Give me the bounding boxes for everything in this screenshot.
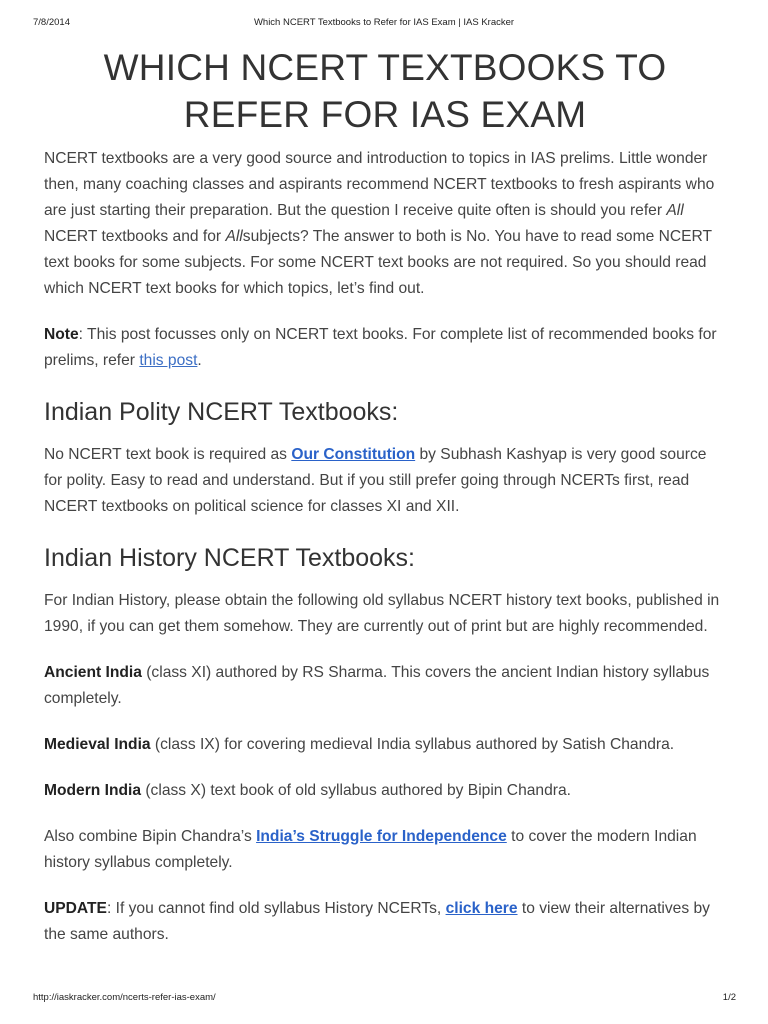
polity-paragraph xyxy=(44,442,726,520)
print-date: 7/8/2014 xyxy=(33,17,70,28)
modern-india-paragraph xyxy=(44,778,726,804)
polity-heading: Indian Polity NCERT Textbooks: xyxy=(44,398,399,426)
polity-text-1: No NCERT text book is required as xyxy=(44,446,292,463)
print-header xyxy=(0,17,768,31)
intro-emphasis-1: All xyxy=(666,202,684,219)
polity-text-2: by Subhash Kashyap is very good source for polity. Easy to read and understand. But if you still prefer going through NCERTs first, read NCERT textbooks on political science for classes XI and XII. xyxy=(44,446,707,515)
intro-paragraph xyxy=(44,146,726,302)
update-text-1: : If you cannot find old syllabus History NCERTs, xyxy=(106,900,446,917)
ancient-india-paragraph xyxy=(44,660,726,712)
indias-struggle-link[interactable]: India’s Struggle for Independence xyxy=(256,828,507,845)
modern-india-label: Modern India xyxy=(44,782,142,799)
ancient-india-text: (class XI) authored by RS Sharma. This covers the ancient Indian history syllabus completely. xyxy=(44,664,710,707)
combine-text-1: Also combine Bipin Chandra’s xyxy=(44,828,257,845)
page-number: 1/2 xyxy=(722,992,736,1003)
medieval-india-paragraph xyxy=(44,732,726,758)
this-post-link[interactable]: this post xyxy=(139,352,198,369)
print-page-title: Which NCERT Textbooks to Refer for IAS Exam | IAS Kracker xyxy=(253,17,515,28)
article xyxy=(44,44,726,948)
history-heading: Indian History NCERT Textbooks: xyxy=(44,544,415,572)
note-text: : This post focusses only on NCERT text books. For complete list of recommended books for prelims, refer xyxy=(44,326,717,369)
update-paragraph xyxy=(44,896,726,948)
note-end: . xyxy=(197,352,202,369)
modern-india-text: (class X) text book of old syllabus authored by Bipin Chandra. xyxy=(141,782,571,799)
ancient-india-label: Ancient India xyxy=(44,664,142,681)
medieval-india-label: Medieval India xyxy=(44,736,151,753)
combine-paragraph xyxy=(44,824,726,876)
history-intro-paragraph: For Indian History, please obtain the following old syllabus NCERT history text books, published in 1990, if you can get them somehow. They are currently out of print but are highly recommended. xyxy=(44,592,720,635)
print-footer xyxy=(0,992,768,1006)
combine-text-2: to cover the modern Indian history syllabus completely. xyxy=(44,828,697,871)
print-url: http://iaskracker.com/ncerts-refer-ias-exam/ xyxy=(33,992,216,1003)
update-text-2: to view their alternatives by the same authors. xyxy=(44,900,710,943)
update-label: UPDATE xyxy=(44,900,107,917)
intro-text-3: subjects? The answer to both is No. You have to read some NCERT text books for some subjects. For some NCERT text books are not required. So you should read which NCERT text books for which topics, let’s find out. xyxy=(44,228,712,297)
article-title-line-2: REFER FOR IAS EXAM xyxy=(183,94,587,135)
intro-text-2: NCERT textbooks and for xyxy=(44,228,226,245)
note-paragraph xyxy=(44,322,726,374)
article-title xyxy=(44,44,726,138)
intro-text-1: NCERT textbooks are a very good source and introduction to topics in IAS prelims. Little wonder then, many coaching classes and aspirants recommend NCERT textbooks to fresh aspirants who are just starting their preparation. But the question I receive quite often is should you refer xyxy=(44,150,715,219)
note-label: Note xyxy=(44,326,79,343)
click-here-link[interactable]: click here xyxy=(445,900,518,917)
article-title-line-1: WHICH NCERT TEXTBOOKS TO xyxy=(103,47,667,88)
our-constitution-link[interactable]: Our Constitution xyxy=(291,446,416,463)
intro-emphasis-2: All xyxy=(225,228,243,245)
medieval-india-text: (class IX) for covering medieval India syllabus authored by Satish Chandra. xyxy=(150,736,675,753)
